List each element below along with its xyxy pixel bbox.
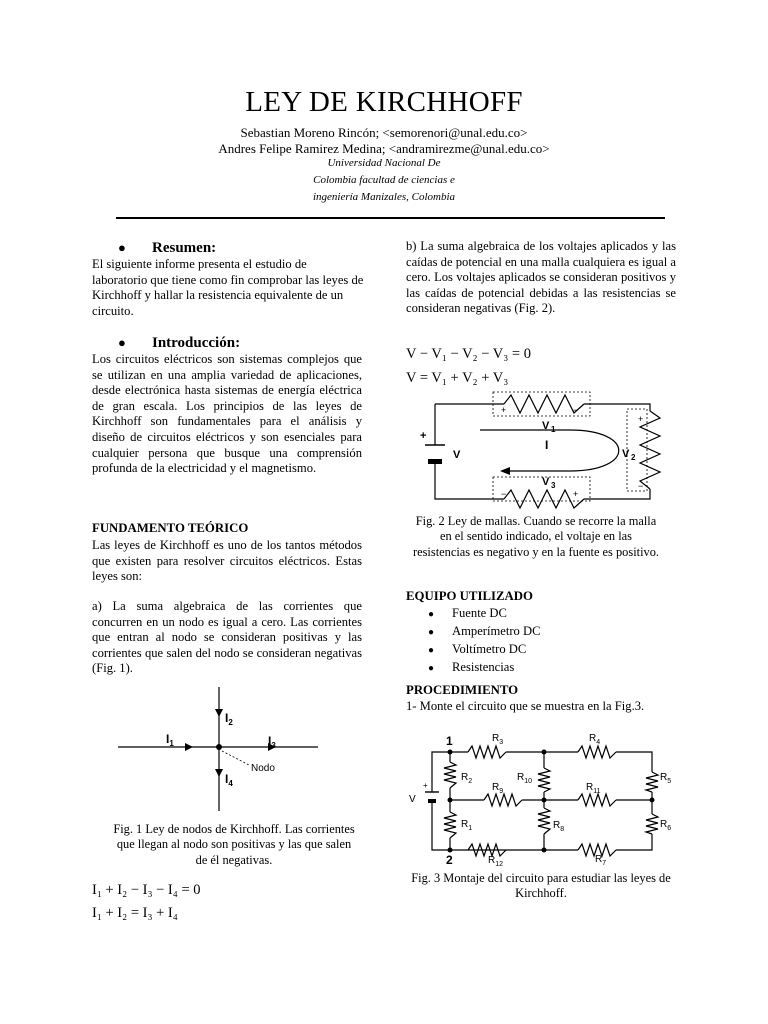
label-r8: $R_8$: [553, 820, 565, 833]
v1-minus: −: [573, 405, 579, 415]
label-v1: V: [542, 420, 550, 432]
nodo-pointer: [222, 751, 249, 765]
equipo-heading: EQUIPO UTILIZADO: [406, 589, 533, 603]
arrow-i4-icon: [215, 769, 223, 777]
label-r1: $R_1$: [461, 819, 473, 832]
label-i2: $I_2$: [225, 711, 233, 727]
resistor-r5: [646, 772, 658, 792]
label-i4: $I_4$: [225, 772, 233, 788]
fundamento-heading: FUNDAMENTO TEÓRICO: [92, 521, 249, 535]
author-1: Sebastian Moreno Rincón; <semorenori@unal.edu.co>: [240, 125, 528, 140]
label-r2: $R_2$: [461, 772, 473, 785]
label-r5: $R_5$: [660, 772, 672, 785]
node-dot: [542, 750, 547, 755]
v3-plus: +: [573, 489, 579, 499]
label-i: I: [545, 438, 549, 452]
fig3-caption: Fig. 3 Montaje del circuito para estudiar las leyes de Kirchhoff.: [411, 871, 671, 901]
node-dot: [448, 848, 453, 853]
battery-short-plate: [428, 459, 442, 464]
fig2-mesh-diagram: [420, 389, 668, 513]
label-v: V: [409, 794, 416, 805]
resumen-heading: ● Resumen:: [118, 240, 217, 256]
label-r11: $R_{11}$: [586, 782, 601, 795]
resistor-r10: [538, 768, 550, 792]
affiliation-line-1: Universidad Nacional De: [327, 157, 441, 169]
resumen-text: El siguiente informe presenta el estudio de laboratorio que tiene como fin comprobar las leyes de Kirchhoff y hallar la resistencia equivalente de un circuito.: [92, 257, 364, 318]
label-r3: $R_3$: [492, 733, 504, 746]
label-v3-sub: 3: [551, 481, 556, 490]
label-i1: $I_1$: [166, 732, 174, 748]
v3-minus: −: [501, 489, 507, 499]
list-item: ● Fuente DC: [428, 606, 507, 620]
arrow-i1-icon: [185, 743, 193, 751]
author-2: Andres Felipe Ramirez Medina; <andramirezme@unal.edu.co>: [218, 141, 550, 156]
resistor-r3: [468, 746, 506, 758]
label-nodo: Nodo: [251, 763, 275, 774]
header-divider: [116, 217, 665, 219]
resistor-v3: [504, 490, 584, 508]
fig1-caption: Fig. 1 Ley de nodos de Kirchhoff. Las corrientes que llegan al nodo son positivas y las que salen de él negativas.: [113, 822, 355, 867]
affiliation-line-2: Colombia facultad de ciencias e: [313, 174, 455, 186]
introduccion-heading: ● Introducción:: [118, 335, 241, 351]
node-dot: [542, 798, 547, 803]
label-r7: $R_7$: [595, 854, 607, 867]
label-v2: V: [622, 448, 630, 460]
equation-mallas-2: V = V₁ + V₂ + V₃: [406, 370, 509, 386]
introduccion-text: Los circuitos eléctricos son sistemas complejos que se utilizan en una amplia variedad de aplicaciones, desde electrónica hasta sistemas de energía eléctrica de gran escala. Los principios de las leyes de Kirchhoff son fundamentales para el análisis y diseño de circuitos eléctricos y son esenciales para cualquier persona que busque una comprensión profunda de la electricidad y el magnetismo.: [92, 352, 362, 476]
v2-plus: +: [638, 414, 644, 424]
label-r4: $R_4$: [589, 733, 601, 746]
ley-nodos-text: a) La suma algebraica de las corrientes que concurren en un nodo es igual a cero. Las corrientes que entran al nodo se consideran positivas y las corrientes que salen del nodo se consideran negativas (Fig. 1).: [92, 599, 362, 676]
current-loop-arrow: [480, 430, 619, 471]
list-item: ● Amperímetro DC: [428, 624, 541, 638]
node-dot: [650, 798, 655, 803]
battery-plus: +: [423, 781, 428, 790]
v1-plus: +: [501, 405, 507, 415]
label-v2-sub: 2: [631, 453, 636, 462]
label-r10: $R_{10}$: [517, 772, 533, 785]
resistor-r11: [578, 794, 616, 806]
equation-mallas-1: V − V₁ − V₂ − V₃ = 0: [406, 346, 531, 362]
resistor-r6: [646, 814, 658, 834]
equipo-list: [428, 605, 541, 677]
resistor-r2: [444, 762, 456, 788]
bullet-icon: ●: [118, 240, 126, 255]
fig1-node-diagram: [118, 685, 323, 815]
node-dot: [448, 798, 453, 803]
equation-nodos-2: I₁ + I₂ = I₃ + I₄: [92, 905, 178, 921]
fundamento-text: Las leyes de Kirchhoff es uno de los tantos métodos que existen para resolver circuitos eléctricos. Estas leyes son:: [92, 538, 362, 584]
arrow-i2-icon: [215, 709, 223, 717]
label-i3: $I_3$: [268, 734, 276, 750]
label-r12: $R_{12}$: [488, 855, 504, 868]
label-node-2: 2: [446, 853, 453, 867]
resistor-v1: [504, 395, 584, 413]
procedimiento-step-1: 1- Monte el circuito que se muestra en la Fig.3.: [406, 699, 645, 713]
label-v1-sub: 1: [551, 425, 556, 434]
loop-arrowhead-icon: [500, 467, 510, 475]
procedimiento-heading: PROCEDIMIENTO: [406, 683, 519, 697]
fig2-caption: Fig. 2 Ley de mallas. Cuando se recorre la malla en el sentido indicado, el voltaje en las resistencias es negativo y en la fuente es positivo.: [412, 514, 660, 559]
list-item: ● Voltímetro DC: [428, 642, 527, 656]
resistor-r8: [538, 808, 550, 834]
paper-title: LEY DE KIRCHHOFF: [245, 86, 523, 118]
v2-minus: −: [638, 481, 644, 491]
affiliation-line-3: ingeniería Manizales, Colombia: [312, 191, 456, 203]
label-r6: $R_6$: [660, 819, 672, 832]
node-dot: [542, 848, 547, 853]
label-r9: $R_9$: [492, 782, 504, 795]
resistor-r4: [578, 746, 616, 758]
node-dot: [216, 744, 222, 750]
battery-short-plate: [428, 799, 436, 803]
fig3-circuit-diagram: [406, 732, 676, 868]
node-dot: [448, 750, 453, 755]
ley-mallas-text: b) La suma algebraica de los voltajes aplicados y las caídas de potencial en una malla cualquiera es igual a cero. Los voltajes aplicados se consideran positivos y las caídas de potencial debidas a las resistencias se consideran negativas (Fig. 2).: [406, 239, 676, 316]
label-v3: V: [542, 476, 550, 488]
label-v: V: [453, 449, 461, 461]
label-node-1: 1: [446, 734, 453, 748]
list-item: ● Resistencias: [428, 660, 515, 674]
resistor-r9: [484, 794, 522, 806]
bullet-icon: ●: [118, 335, 126, 350]
battery-plus: +: [420, 430, 427, 442]
resistor-r1: [444, 812, 456, 838]
equation-nodos-1: I₁ + I₂ − I₃ − I₄ = 0: [92, 882, 201, 898]
